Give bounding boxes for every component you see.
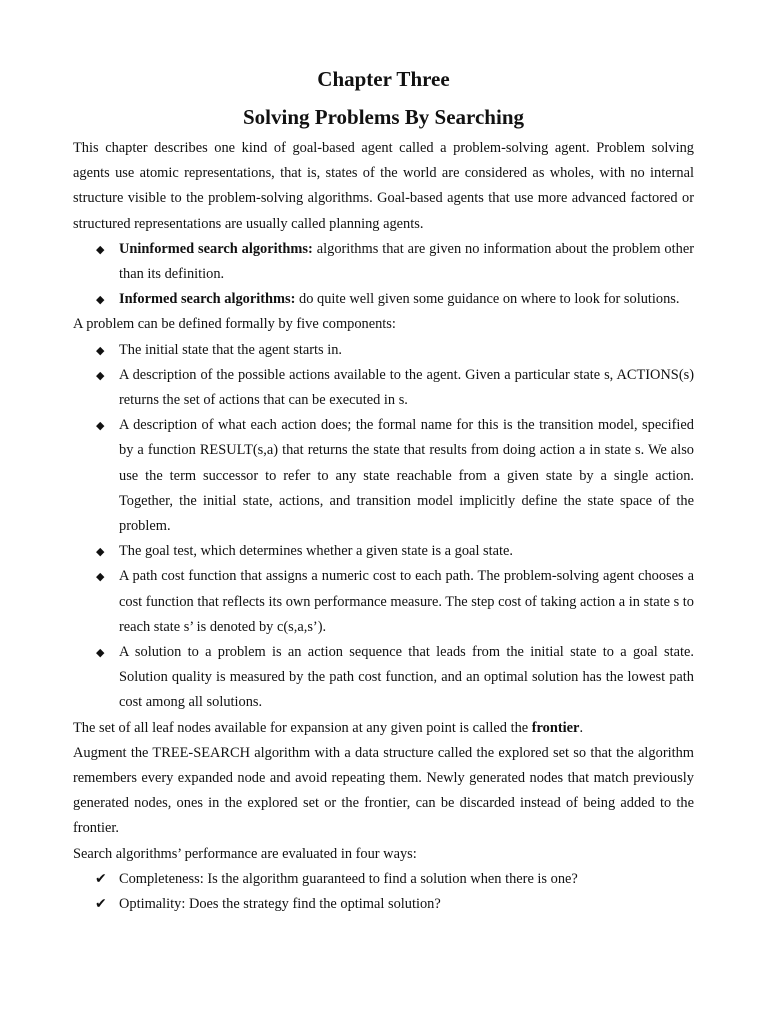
list-item-text: algorithms that are given no information about the problem other than its definition. [119,240,694,283]
frontier-suffix: . [579,719,584,736]
list-item-text: The goal test, which determines whether a given state is a goal state. [119,543,514,560]
diamond-bullet-icon: ◆ [96,368,105,382]
list-item [73,237,694,287]
term-informed-search: Informed search algorithms: [119,291,296,308]
checkmark-bullet-icon: ✔ [95,896,107,913]
diamond-bullet-icon: ◆ [96,570,105,584]
list-item [73,413,694,539]
term-uninformed-search: Uninformed search algorithms: [119,240,313,257]
list-item [73,363,694,413]
list-item-text: The initial state that the agent starts in. [119,341,342,358]
list-item [73,539,694,564]
chapter-title: Chapter Three [317,67,450,91]
performance-intro: Search algorithms’ performance are evaluated in four ways: [73,845,417,862]
document-page [73,64,694,917]
frontier-paragraph [73,716,694,741]
list-item [73,867,694,892]
checkmark-bullet-icon: ✔ [95,870,107,887]
list-item-text: A description of the possible actions available to the agent. Given a particular state s, ACTIONS(s) returns the set of actions that can be executed in s. [119,366,694,409]
list-item-text: Completeness: Is the algorithm guaranteed to find a solution when there is one? [119,870,578,887]
diamond-bullet-icon: ◆ [96,646,105,660]
search-types-list [73,237,694,313]
components-intro: A problem can be defined formally by five components: [73,316,396,333]
frontier-prefix: The set of all leaf nodes available for expansion at any given point is called the [73,719,532,736]
explored-set-paragraph: Augment the TREE-SEARCH algorithm with a data structure called the explored set so that the algorithm remembers every expanded node and avoid repeating them. Newly generated nodes that match previously generated nodes, ones in the explored set or the frontier, can be discarded instead of being added to the frontier. [73,744,694,837]
performance-list [73,867,694,917]
diamond-bullet-icon: ◆ [96,293,105,307]
components-list [73,338,694,716]
list-item-text: Optimality: Does the strategy find the optimal solution? [119,896,441,913]
diamond-bullet-icon: ◆ [96,343,105,357]
frontier-term: frontier [531,719,580,736]
list-item-text: A path cost function that assigns a numeric cost to each path. The problem-solving agent chooses a cost function that reflects its own performance measure. The step cost of taking action a in state s to reach state s’ is denoted by c(s,a,s’). [119,568,694,635]
diamond-bullet-icon: ◆ [96,242,105,256]
chapter-subtitle: Solving Problems By Searching [242,105,524,129]
list-item [73,640,694,716]
list-item-text: do quite well given some guidance on where to look for solutions. [295,291,680,308]
diamond-bullet-icon: ◆ [96,419,105,433]
diamond-bullet-icon: ◆ [96,545,105,559]
list-item [73,892,694,917]
list-item-text: A description of what each action does; the formal name for this is the transition model, specified by a function RESULT(s,a) that returns the state that results from doing action a in state s. We also use the term successor to refer to any state reachable from a given state by a single action. Together, the initial state, actions, and transition model implicitly define the state space of the problem. [119,417,694,535]
list-item [73,338,694,363]
list-item [73,564,694,640]
list-item-text: A solution to a problem is an action sequence that leads from the initial state to a goal state. Solution quality is measured by the path cost function, and an optimal solution has the lowest path cost among all solutions. [119,644,694,711]
intro-paragraph: This chapter describes one kind of goal-based agent called a problem-solving agent. Problem solving agents use atomic representations, that is, states of the world are considered as wholes, with no internal structure visible to the problem-solving algorithms. Goal-based agents that use more advanced factored or structured representations are usually called planning agents. [73,140,694,232]
list-item [73,287,694,312]
